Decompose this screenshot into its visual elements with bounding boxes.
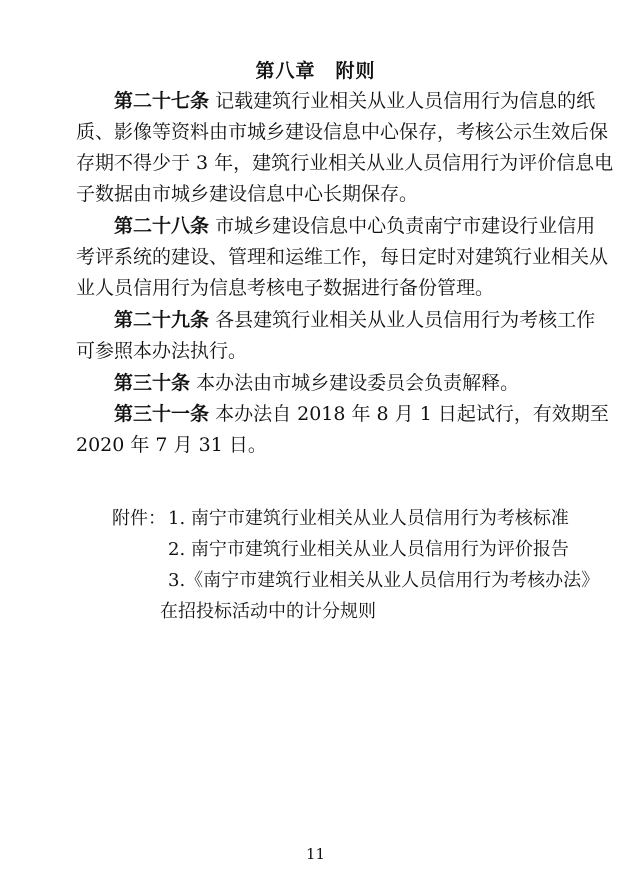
article-heading: 第二十八条 bbox=[114, 215, 210, 237]
article-27 bbox=[76, 86, 614, 210]
attachment-item: 2. 南宁市建筑行业相关从业人员信用行为评价报告 bbox=[168, 539, 569, 560]
attachment-item: 1. 南宁市建筑行业相关从业人员信用行为考核标准 bbox=[168, 508, 569, 529]
page-number: 11 bbox=[305, 845, 326, 863]
article-text: 2020 年 7 月 31 日。 bbox=[76, 434, 267, 456]
article-text: 各县建筑行业相关从业人员信用行为考核工作 bbox=[215, 309, 596, 331]
article-text: 质、影像等资料由市城乡建设信息中心保存，考核公示生效后保 bbox=[76, 121, 609, 143]
article-heading: 第三十条 bbox=[114, 372, 191, 394]
article-text: 记载建筑行业相关从业人员信用行为信息的纸 bbox=[215, 90, 596, 112]
article-text: 本办法由市城乡建设委员会负责解释。 bbox=[196, 372, 520, 394]
article-30 bbox=[76, 368, 584, 399]
attachments-list bbox=[112, 503, 599, 627]
article-28 bbox=[76, 211, 609, 304]
article-heading: 第二十七条 bbox=[114, 90, 210, 112]
article-text: 存期不得少于 3 年，建筑行业相关从业人员信用行为评价信息电 bbox=[76, 152, 614, 174]
article-heading: 第二十九条 bbox=[114, 309, 210, 331]
article-text: 本办法自 2018 年 8 月 1 日起试行，有效期至 bbox=[215, 403, 609, 425]
article-text: 市城乡建设信息中心负责南宁市建设行业信用 bbox=[215, 215, 596, 237]
article-text: 子数据由市城乡建设信息中心长期保存。 bbox=[76, 183, 419, 205]
article-text: 可参照本办法执行。 bbox=[76, 340, 248, 362]
chapter-title: 第八章 附则 bbox=[255, 60, 376, 82]
article-heading: 第三十一条 bbox=[114, 403, 210, 425]
article-31 bbox=[76, 399, 609, 461]
article-29 bbox=[76, 305, 596, 367]
article-text: 考评系统的建设、管理和运维工作，每日定时对建筑行业相关从 bbox=[76, 246, 609, 268]
attachment-item-continuation: 在招投标活动中的计分规则 bbox=[160, 601, 376, 622]
article-text: 业人员信用行为信息考核电子数据进行备份管理。 bbox=[76, 277, 495, 299]
attachments-label: 附件： bbox=[112, 508, 166, 529]
attachment-item: 3.《南宁市建筑行业相关从业人员信用行为考核办法》 bbox=[168, 570, 600, 591]
